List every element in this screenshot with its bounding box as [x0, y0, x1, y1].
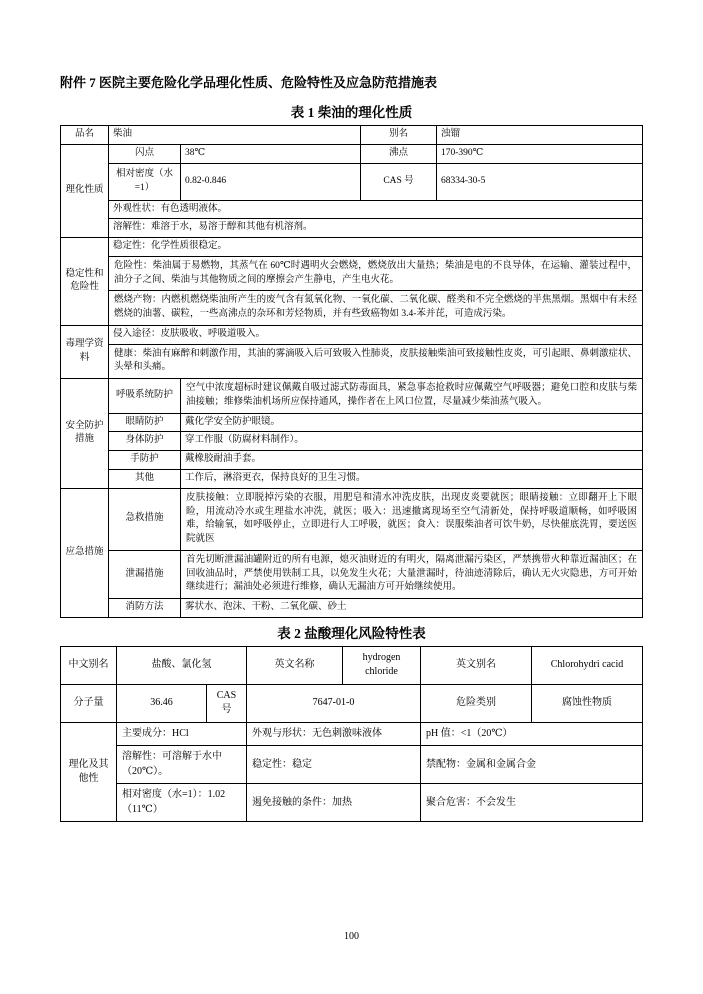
cell-density-label: 相对密度（水=1）	[109, 163, 181, 200]
cell-en-alias-value: Chlorohydri cacid	[532, 646, 643, 684]
cell-cas-value: 7647-01-0	[247, 684, 421, 722]
cell-density-value: 0.82-0.846	[181, 163, 361, 200]
cell-hand-label: 手防护	[109, 451, 181, 470]
cell-flashpoint-label: 闪点	[109, 144, 181, 163]
table-row	[61, 550, 643, 598]
cell-flashpoint-value: 38℃	[181, 144, 361, 163]
cell-main-component: 主要成分：HCl	[117, 722, 247, 746]
cell-polymerization: 聚合危害：不会发生	[421, 784, 643, 822]
cell-stability2: 稳定性：稳定	[247, 746, 421, 784]
cell-en-alias-label: 英文别名	[421, 646, 532, 684]
table-hydrochloric-acid-properties	[60, 646, 643, 823]
cell-cn-alias-value: 盐酸、氯化氢	[117, 646, 247, 684]
table2-caption: 表 2 盐酸理化风险特性表	[277, 625, 426, 641]
cell-boilingpoint-label: 沸点	[361, 144, 437, 163]
cell-eye-value: 戴化学安全防护眼镜。	[181, 413, 643, 432]
cell-other-value: 工作后，淋浴更衣，保持良好的卫生习惯。	[181, 470, 643, 489]
cell-en-name-value: hydrogen chloride	[343, 646, 421, 684]
cell-firstaid-label: 急救措施	[109, 488, 181, 550]
table-row	[61, 488, 643, 550]
cell-stability: 稳定性：化学性质很稳定。	[109, 238, 643, 257]
cell-hand-value: 戴橡胶耐油手套。	[181, 451, 643, 470]
cell-category-protection: 安全防护措施	[61, 379, 109, 489]
cell-name-label: 品名	[61, 126, 109, 145]
cell-alias-label: 别名	[361, 126, 437, 145]
cell-category-emergency: 应急措施	[61, 488, 109, 617]
table-row	[61, 200, 643, 219]
table-row	[61, 344, 643, 379]
cell-density2: 相对密度（水=1）：1.02（11℃）	[117, 784, 247, 822]
cell-name-value: 柴油	[109, 126, 361, 145]
cell-appearance: 外观性状：有色透明液体。	[109, 200, 643, 219]
cell-cas-label: CAS 号	[361, 163, 437, 200]
cell-boilingpoint-value: 170-390℃	[437, 144, 643, 163]
cell-body-value: 穿工作服（防腐材料制作）。	[181, 432, 643, 451]
cell-forbidden: 禁配物：金属和金属合金	[421, 746, 643, 784]
page-number: 100	[344, 931, 359, 942]
cell-alias-value: 浊镏	[437, 126, 643, 145]
cell-eye-label: 眼睛防护	[109, 413, 181, 432]
table1-caption: 表 1 柴油的理化性质	[290, 105, 413, 120]
cell-hazard-value: 腐蚀性物质	[532, 684, 643, 722]
cell-respiratory-value: 空气中浓度超标时建议佩戴自吸过滤式防毒面具，紧急事态抢救时应佩戴空气呼吸器；避免口腔和皮肤与柴油接触；维修柴油机场所应保持通风，操作者在上风口位置，尽量减少柴油蒸气吸入。	[181, 379, 643, 414]
cell-avoid-conditions: 遏免接触的条件：加热	[247, 784, 421, 822]
table-row	[61, 722, 643, 746]
table-row	[61, 646, 643, 684]
table-row	[61, 325, 643, 344]
cell-mw-value: 36.46	[117, 684, 207, 722]
table-row	[61, 144, 643, 163]
cell-cas-value: 68334-30-5	[437, 163, 643, 200]
table-row	[61, 746, 643, 784]
page-title: 附件 7 医院主要危险化学品理化性质、危险特性及应急防范措施表	[60, 75, 438, 90]
table-row	[61, 451, 643, 470]
table-row	[61, 684, 643, 722]
cell-fire-value: 雾状水、泡沫、干粉、二氧化碳、砂土	[181, 599, 643, 618]
table-row	[61, 238, 643, 257]
table-row	[61, 784, 643, 822]
table-row	[61, 126, 643, 145]
cell-fire-label: 消防方法	[109, 599, 181, 618]
table-diesel-properties	[60, 125, 643, 618]
cell-category-physical: 理化性质	[61, 144, 109, 237]
cell-ph: pH 值：<1（20℃）	[421, 722, 643, 746]
cell-firstaid-value: 皮肤接触：立即脱掉污染的衣服，用肥皂和清水冲洗皮肤，出现皮炎要就医；眼睛接触：立即翻开上下眼睑，用流动冷水或生理盐水冲洗，就医；吸入：迅速撤离现场至空气清新处，保持呼吸道顺畅，如呼吸困难，给输氧，如呼吸停止，立即进行人工呼吸，就医；食入：误服柴油者可饮牛奶，尽快催底洗胃，要送医院就医	[181, 488, 643, 550]
table-row	[61, 163, 643, 200]
cell-hazard-label: 危险类别	[421, 684, 532, 722]
cell-combustion-products: 燃烧产物：内燃机燃烧柴油所产生的废气含有氮氧化物、一氧化碳、二氧化碳、醛类和不完全燃烧的半焦黑烟。黑烟中有未经燃烧的油薯、碳粒，一些高沸点的杂环和芳烃物质，并有些致癌物如 3.4-苯并芘，可造成污染。	[109, 291, 643, 326]
table-row	[61, 432, 643, 451]
table-row	[61, 379, 643, 414]
cell-en-name-label: 英文名称	[247, 646, 343, 684]
table-row	[61, 413, 643, 432]
table-row	[61, 291, 643, 326]
cell-category-physical-other: 理化及其他性	[61, 722, 117, 822]
cell-exposure-route: 侵入途径：皮肤吸收、呼吸道吸入。	[109, 325, 643, 344]
cell-cn-alias-label: 中文别名	[61, 646, 117, 684]
cell-danger: 危险性：柴油属于易燃物，其蒸气在 60℃时遇明火会燃烧，燃烧放出大量热；柴油是电的不良导体，在运输、灌装过程中，油分子之间、柴油与其他物质之间的摩擦会产生静电，产生电火花。	[109, 256, 643, 291]
cell-category-stability: 稳定性和危险性	[61, 238, 109, 326]
cell-respiratory-label: 呼吸系统防护	[109, 379, 181, 414]
cell-cas-label: CAS 号	[207, 684, 247, 722]
cell-category-toxicology: 毒理学资料	[61, 325, 109, 378]
cell-solubility: 溶解性：难溶于水，易溶于醇和其他有机溶剂。	[109, 219, 643, 238]
table-row	[61, 470, 643, 489]
table-row	[61, 599, 643, 618]
cell-solubility2: 溶解性：可溶解于水中（20℃）。	[117, 746, 247, 784]
cell-spill-label: 泄漏措施	[109, 550, 181, 598]
cell-other-label: 其他	[109, 470, 181, 489]
cell-mw-label: 分子量	[61, 684, 117, 722]
table-row	[61, 219, 643, 238]
cell-spill-value: 首先切断泄漏油罐附近的所有电源，熄灭油财近的有明火，隔离泄漏污染区，严禁携带火种靠近漏油区；在回收油品时，严禁使用铁制工具，以免发生火花；大量泄漏时，待油迹清除后，确认无火灾隐患，方可开始继续进行；漏油处必须进行维修，确认无漏油方可开始继续使用。	[181, 550, 643, 598]
cell-appearance2: 外观与形状：无色刺激味液体	[247, 722, 421, 746]
table-row	[61, 256, 643, 291]
cell-health-effects: 健康：柴油有麻醉和刺激作用，其油的雾滴吸入后可致吸入性肺炎，皮肤接触柴油可致接触性皮炎，可引起眼、鼻刺激症状、头晕和头痛。	[109, 344, 643, 379]
cell-body-label: 身体防护	[109, 432, 181, 451]
